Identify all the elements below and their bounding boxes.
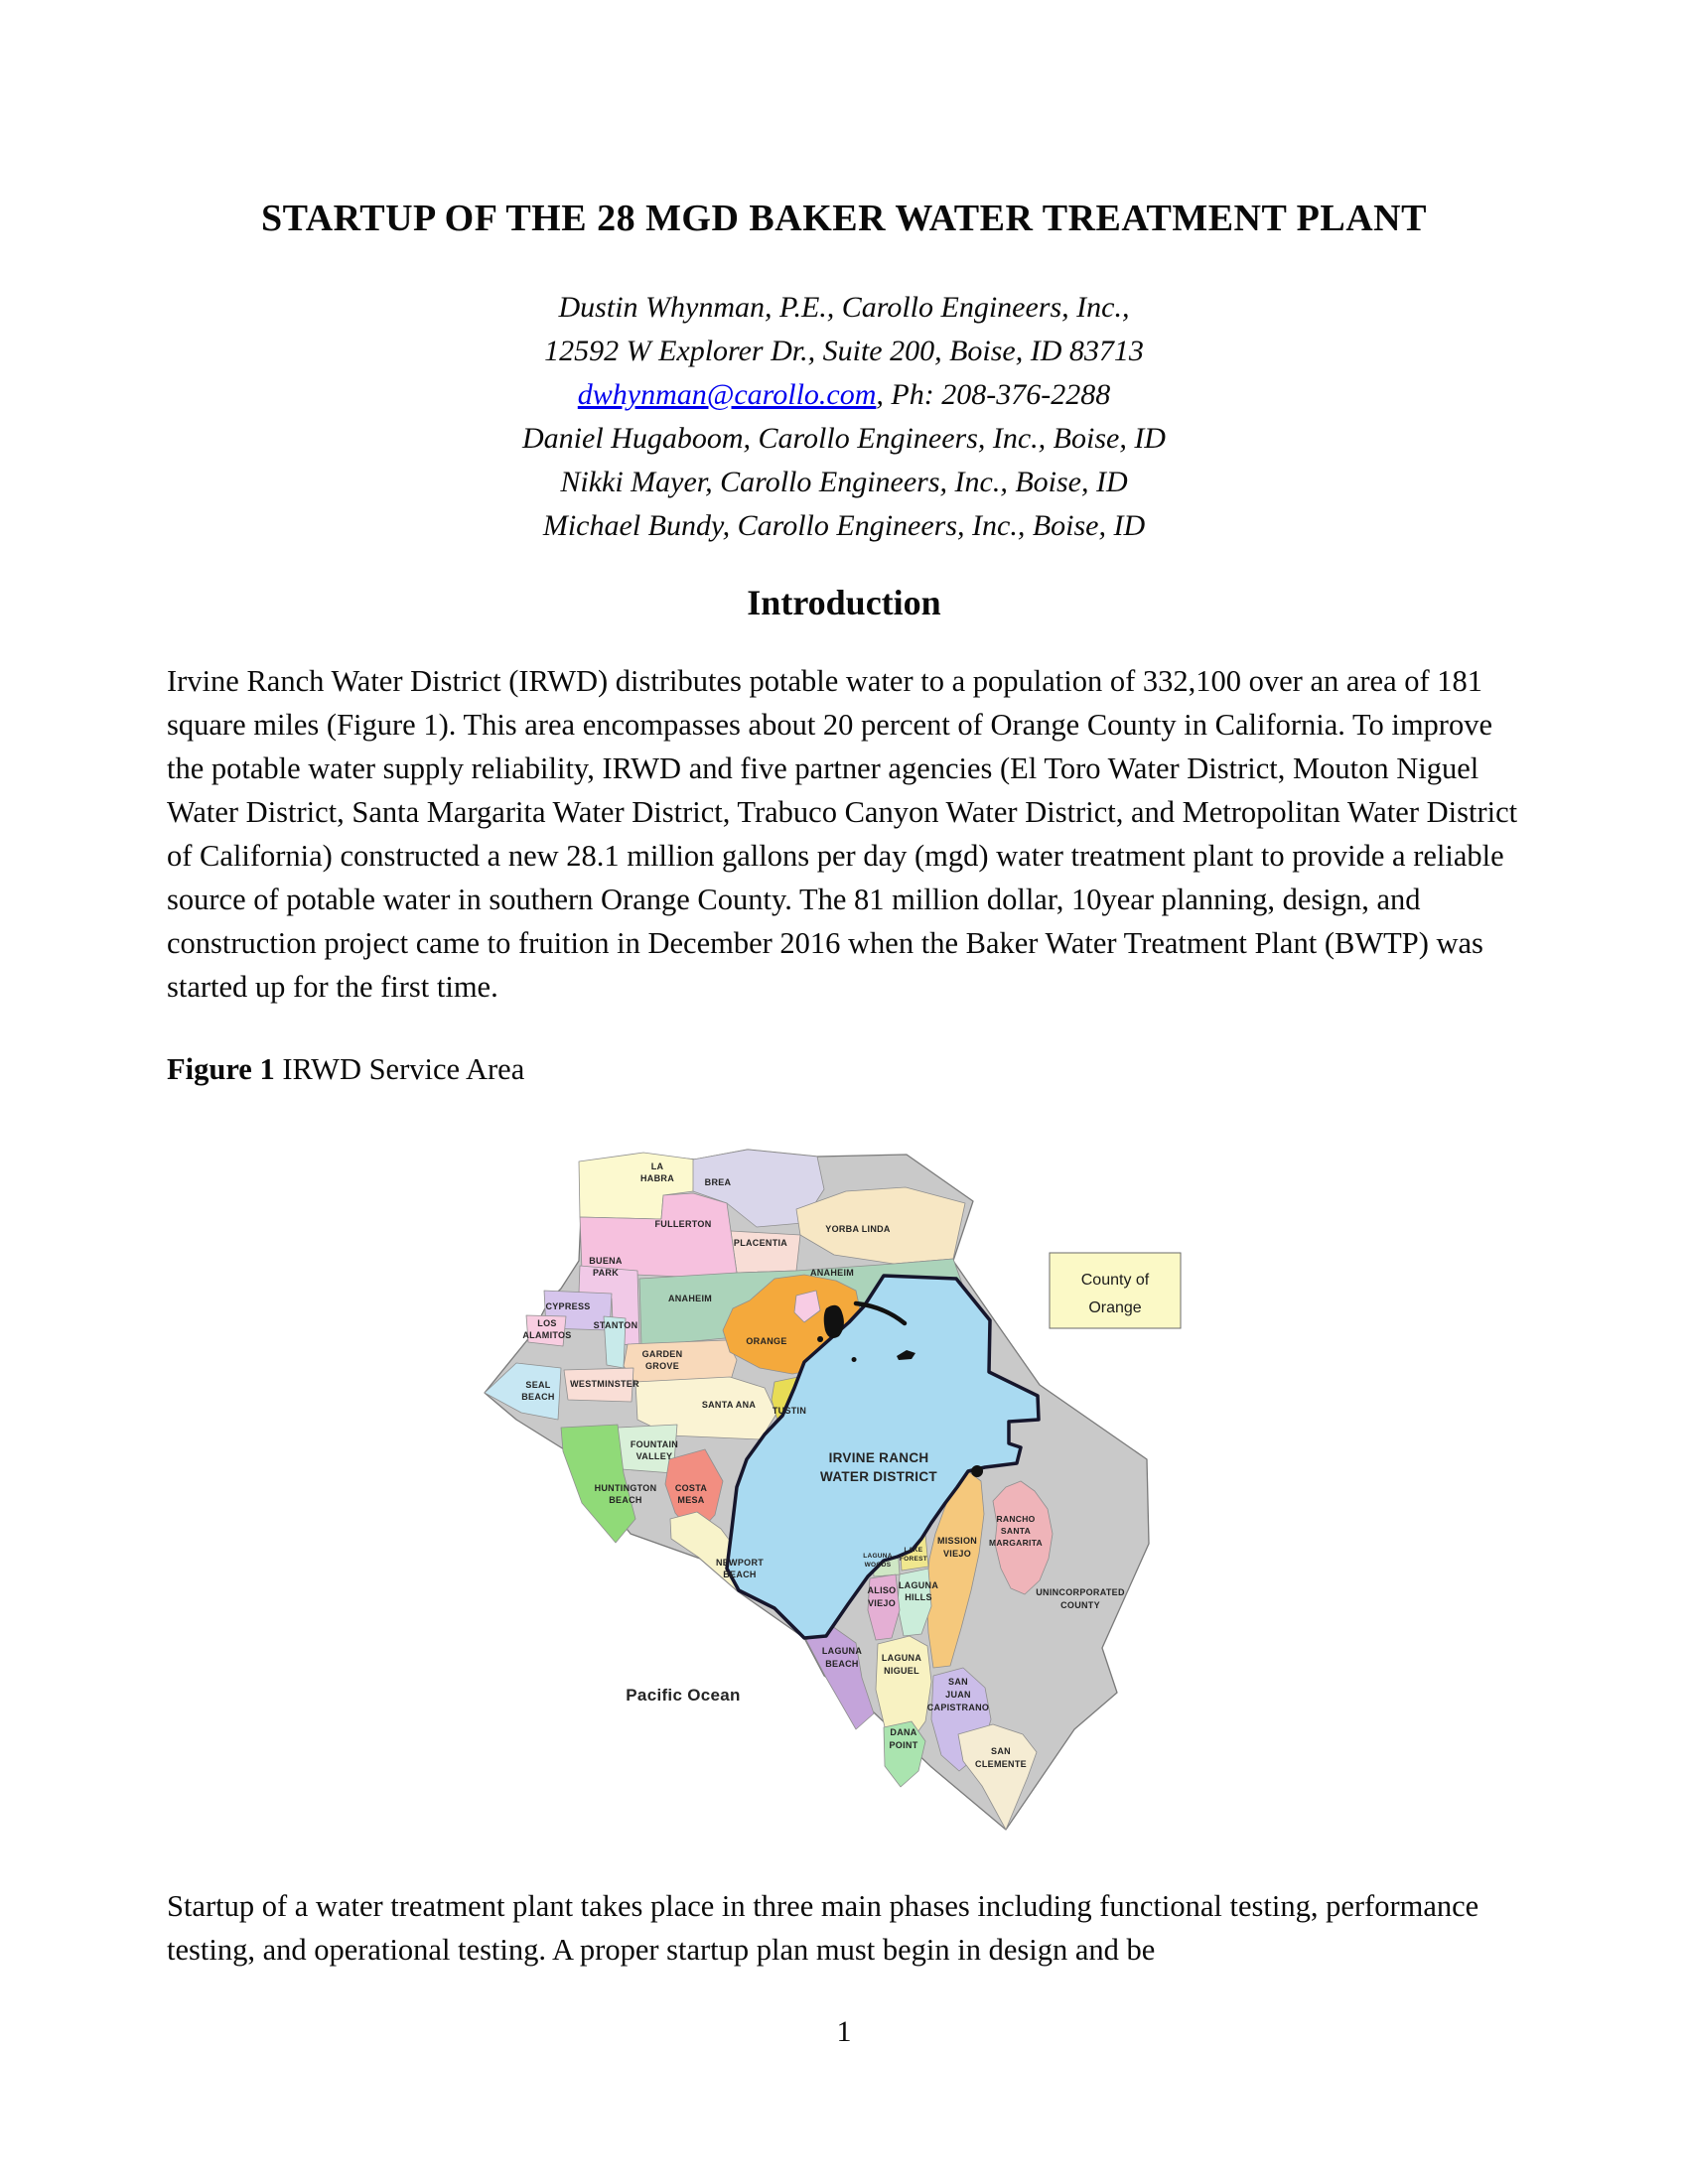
- map-label: SAN: [948, 1677, 968, 1687]
- reservoir-blob: [824, 1305, 844, 1338]
- map-label: JUAN: [945, 1690, 971, 1700]
- page-number: 1: [836, 2015, 852, 2048]
- map-label: MARGARITA: [988, 1538, 1044, 1548]
- county-of-orange-legend: [1050, 1253, 1181, 1328]
- map-label: GARDEN: [641, 1349, 683, 1359]
- map-label: HUNTINGTON: [594, 1483, 657, 1493]
- map-label: NEWPORT: [715, 1558, 765, 1568]
- map-label: LAGUNA: [863, 1553, 893, 1560]
- map-label: ORANGE: [746, 1336, 787, 1346]
- map-label: BUENA: [589, 1256, 623, 1266]
- map-label: FULLERTON: [654, 1219, 712, 1229]
- reservoir-dot-2: [852, 1357, 857, 1362]
- figure-caption: [167, 1052, 524, 1087]
- map-label: SAN: [991, 1746, 1011, 1756]
- map-label: LAGUNA: [898, 1580, 939, 1590]
- map-label: VIEJO: [867, 1598, 897, 1608]
- map-label: LA: [650, 1161, 664, 1171]
- irwd-label: IRVINE RANCH: [828, 1450, 929, 1465]
- map-label: RANCHO: [996, 1514, 1036, 1524]
- map-label: CLEMENTE: [975, 1759, 1027, 1769]
- figure-caption-label: Figure 1: [167, 1052, 275, 1086]
- map-label: HABRA: [640, 1173, 674, 1183]
- map-label: SANTA ANA: [701, 1400, 757, 1410]
- map-label: VALLEY: [635, 1451, 673, 1461]
- map-label: STANTON: [593, 1320, 638, 1330]
- map-label: LAGUNA: [821, 1646, 863, 1656]
- map-label: BEACH: [609, 1495, 642, 1505]
- map-label: COUNTY: [1060, 1600, 1100, 1610]
- map-label: HILLS: [905, 1592, 932, 1602]
- map-label: NIGUEL: [884, 1666, 919, 1676]
- email-link[interactable]: dwhynman@carollo.com: [577, 378, 877, 411]
- author-line: Michael Bundy, Carollo Engineers, Inc., Boise, ID: [542, 509, 1146, 542]
- rsm-lake-blob: [971, 1465, 983, 1477]
- map-label: ALISO: [867, 1585, 897, 1595]
- map-label: VIEJO: [942, 1549, 972, 1559]
- map-label: LAKE: [904, 1547, 923, 1554]
- author-line: 12592 W Explorer Dr., Suite 200, Boise, ID 83713: [544, 335, 1144, 367]
- author-block: [0, 286, 1688, 548]
- author-contact-line: [0, 373, 1688, 417]
- page-title: STARTUP OF THE 28 MGD BAKER WATER TREATMENT PLANT: [261, 198, 1427, 239]
- author-line: Daniel Hugaboom, Carollo Engineers, Inc., Boise, ID: [522, 422, 1166, 455]
- map-label: CYPRESS: [545, 1301, 591, 1311]
- map-label: YORBA LINDA: [825, 1224, 891, 1234]
- map-label: MISSION: [936, 1536, 978, 1546]
- map-label: ALAMITOS: [522, 1330, 572, 1340]
- ocean-label: Pacific Ocean: [626, 1686, 741, 1705]
- map-label: TUSTIN: [772, 1406, 807, 1416]
- map-label: WOODS: [864, 1562, 892, 1569]
- map-label: BEACH: [825, 1659, 859, 1669]
- map-label: CAPISTRANO: [926, 1703, 990, 1712]
- legend-text-line2: Orange: [1088, 1299, 1142, 1316]
- map-label: FOUNTAIN: [630, 1439, 679, 1449]
- map-label: GROVE: [644, 1361, 680, 1371]
- section-heading-introduction: Introduction: [747, 583, 941, 622]
- map-label: PLACENTIA: [733, 1238, 788, 1248]
- map-label: FOREST: [899, 1556, 928, 1563]
- map-label: SANTA: [1000, 1526, 1032, 1536]
- map-label: POINT: [889, 1740, 918, 1750]
- intro-paragraph: Irvine Ranch Water District (IRWD) distributes potable water to a population of 332,100 over an area of 181 square miles (Figure 1). This area encompasses about 20 percent of Orange County in California. To improve the potable water supply reliability, IRWD and five partner agencies (El Toro Water District, Mouton Niguel Water District, Santa Margarita Water District, Trabuco Canyon Water District, and Metropolitan Water District of California) constructed a new 28.1 million gallons per day (mgd) water treatment plant to provide a reliable source of potable water in southern Orange County. The 81 million dollar, 10year planning, design, and construction project came to fruition in December 2016 when the Baker Water Treatment Plant (BWTP) was started up for the first time.: [167, 664, 1518, 1004]
- map-label: BEACH: [723, 1570, 757, 1579]
- irwd-label: WATER DISTRICT: [820, 1469, 937, 1484]
- figure-1-map: [467, 1132, 1201, 1846]
- map-label: LAGUNA: [881, 1653, 922, 1663]
- phone-text: , Ph: 208-376-2288: [876, 378, 1111, 411]
- map-label: WESTMINSTER: [570, 1379, 639, 1389]
- irwd-service-area-map: [467, 1132, 1201, 1846]
- map-label: MESA: [677, 1495, 705, 1505]
- reservoir-dot-1: [817, 1336, 823, 1342]
- legend-box: [1050, 1253, 1181, 1328]
- author-line: Nikki Mayer, Carollo Engineers, Inc., Boise, ID: [560, 466, 1128, 498]
- map-label: COSTA: [674, 1483, 708, 1493]
- map-label: BEACH: [521, 1392, 555, 1402]
- author-line: Dustin Whynman, P.E., Carollo Engineers, Inc.,: [558, 291, 1130, 324]
- map-label: BREA: [704, 1177, 732, 1187]
- closing-paragraph: Startup of a water treatment plant takes place in three main phases including functional testing, performance testing, and operational testing. A proper startup plan must begin in design and be: [167, 1889, 1479, 1967]
- map-label: UNINCORPORATED: [1036, 1587, 1125, 1597]
- map-regions: [485, 1150, 1149, 1830]
- map-label: ANAHEIM: [809, 1268, 855, 1278]
- legend-text-line1: County of: [1080, 1272, 1150, 1289]
- map-label: LOS: [537, 1318, 557, 1328]
- map-label: DANA: [890, 1727, 917, 1737]
- map-label: PARK: [592, 1268, 620, 1278]
- map-label: ANAHEIM: [667, 1294, 713, 1303]
- figure-caption-text: IRWD Service Area: [274, 1052, 525, 1086]
- map-label: SEAL: [525, 1380, 551, 1390]
